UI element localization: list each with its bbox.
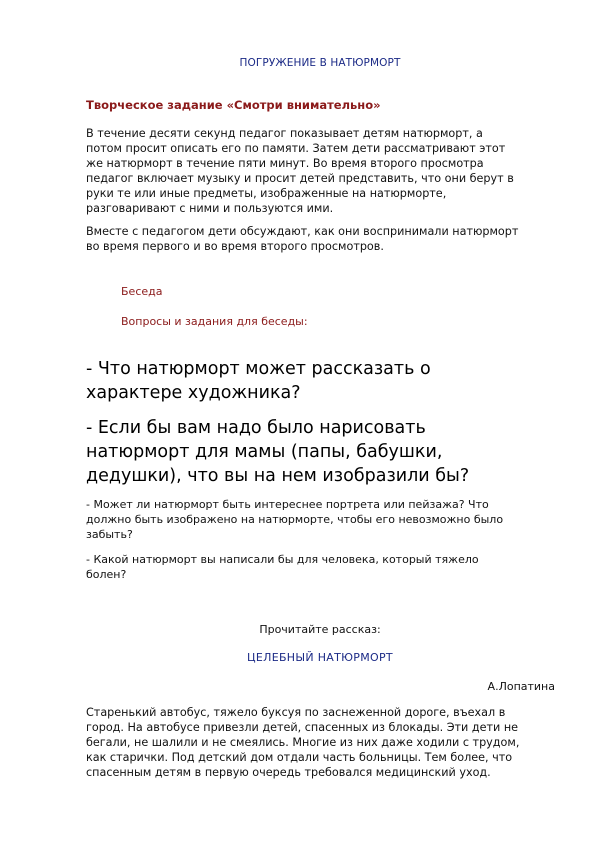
paragraph-task-description — [86, 126, 514, 216]
text-line: - Может ли натюрморт быть интереснее портрета или пейзажа? Что — [86, 498, 489, 511]
text-line: педагог включает музыку и просит детей представить, что они берут в — [86, 172, 514, 185]
task-heading: Творческое задание «Смотри внимательно» — [86, 98, 381, 112]
text-line: характере художника? — [86, 383, 301, 403]
read-prompt: Прочитайте рассказ: — [259, 623, 381, 636]
story-paragraph — [86, 705, 519, 780]
text-line: руки те или иные предметы, изображенные на натюрморте, — [86, 187, 447, 200]
text-line: Старенький автобус, тяжело буксуя по заснеженной дороге, въехал в — [86, 706, 506, 719]
text-line: болен? — [86, 568, 127, 581]
text-line: В течение десяти секунд педагог показывает детям натюрморт, а — [86, 127, 483, 140]
question-2 — [86, 416, 469, 488]
text-line: спасенным детям в первую очередь требовался медицинский уход. — [86, 766, 491, 779]
text-line: - Что натюрморт может рассказать о — [86, 359, 431, 379]
text-line: во время первого и во время второго просмотров. — [86, 240, 384, 253]
text-line: дедушки), что вы на нем изобразили бы? — [86, 466, 470, 486]
text-line: как старички. Под детский дом отдали часть больницы. Тем более, что — [86, 751, 513, 764]
beseda-label: Беседа — [121, 285, 163, 298]
story-title: ЦЕЛЕБНЫЙ НАТЮРМОРТ — [247, 651, 393, 664]
document-title: ПОГРУЖЕНИЕ В НАТЮРМОРТ — [239, 57, 401, 69]
text-line: натюрморт для мамы (папы, бабушки, — [86, 442, 443, 462]
text-line: - Если бы вам надо было нарисовать — [86, 418, 426, 438]
question-3 — [86, 497, 503, 542]
text-line: должно быть изображено на натюрморте, чтобы его невозможно было — [86, 513, 504, 526]
questions-label: Вопросы и задания для беседы: — [121, 315, 308, 328]
text-line: потом просит описать его по памяти. Затем дети рассматривают этот — [86, 142, 506, 155]
text-line: разговаривают с ними и пользуются ими. — [86, 202, 334, 215]
text-line: бегали, не шалили и не смеялись. Многие из них даже ходили с трудом, — [86, 736, 520, 749]
text-line: забыть? — [86, 528, 133, 541]
text-line: Вместе с педагогом дети обсуждают, как они воспринимали натюрморт — [86, 225, 519, 238]
question-4 — [86, 552, 479, 582]
story-author: А.Лопатина — [487, 680, 555, 693]
text-line: же натюрморт в течение пяти минут. Во время второго просмотра — [86, 157, 484, 170]
text-line: - Какой натюрморт вы написали бы для человека, который тяжело — [86, 553, 479, 566]
paragraph-discussion — [86, 224, 518, 254]
text-line: город. На автобусе привезли детей, спасенных из блокады. Эти дети не — [86, 721, 519, 734]
question-1 — [86, 357, 431, 405]
